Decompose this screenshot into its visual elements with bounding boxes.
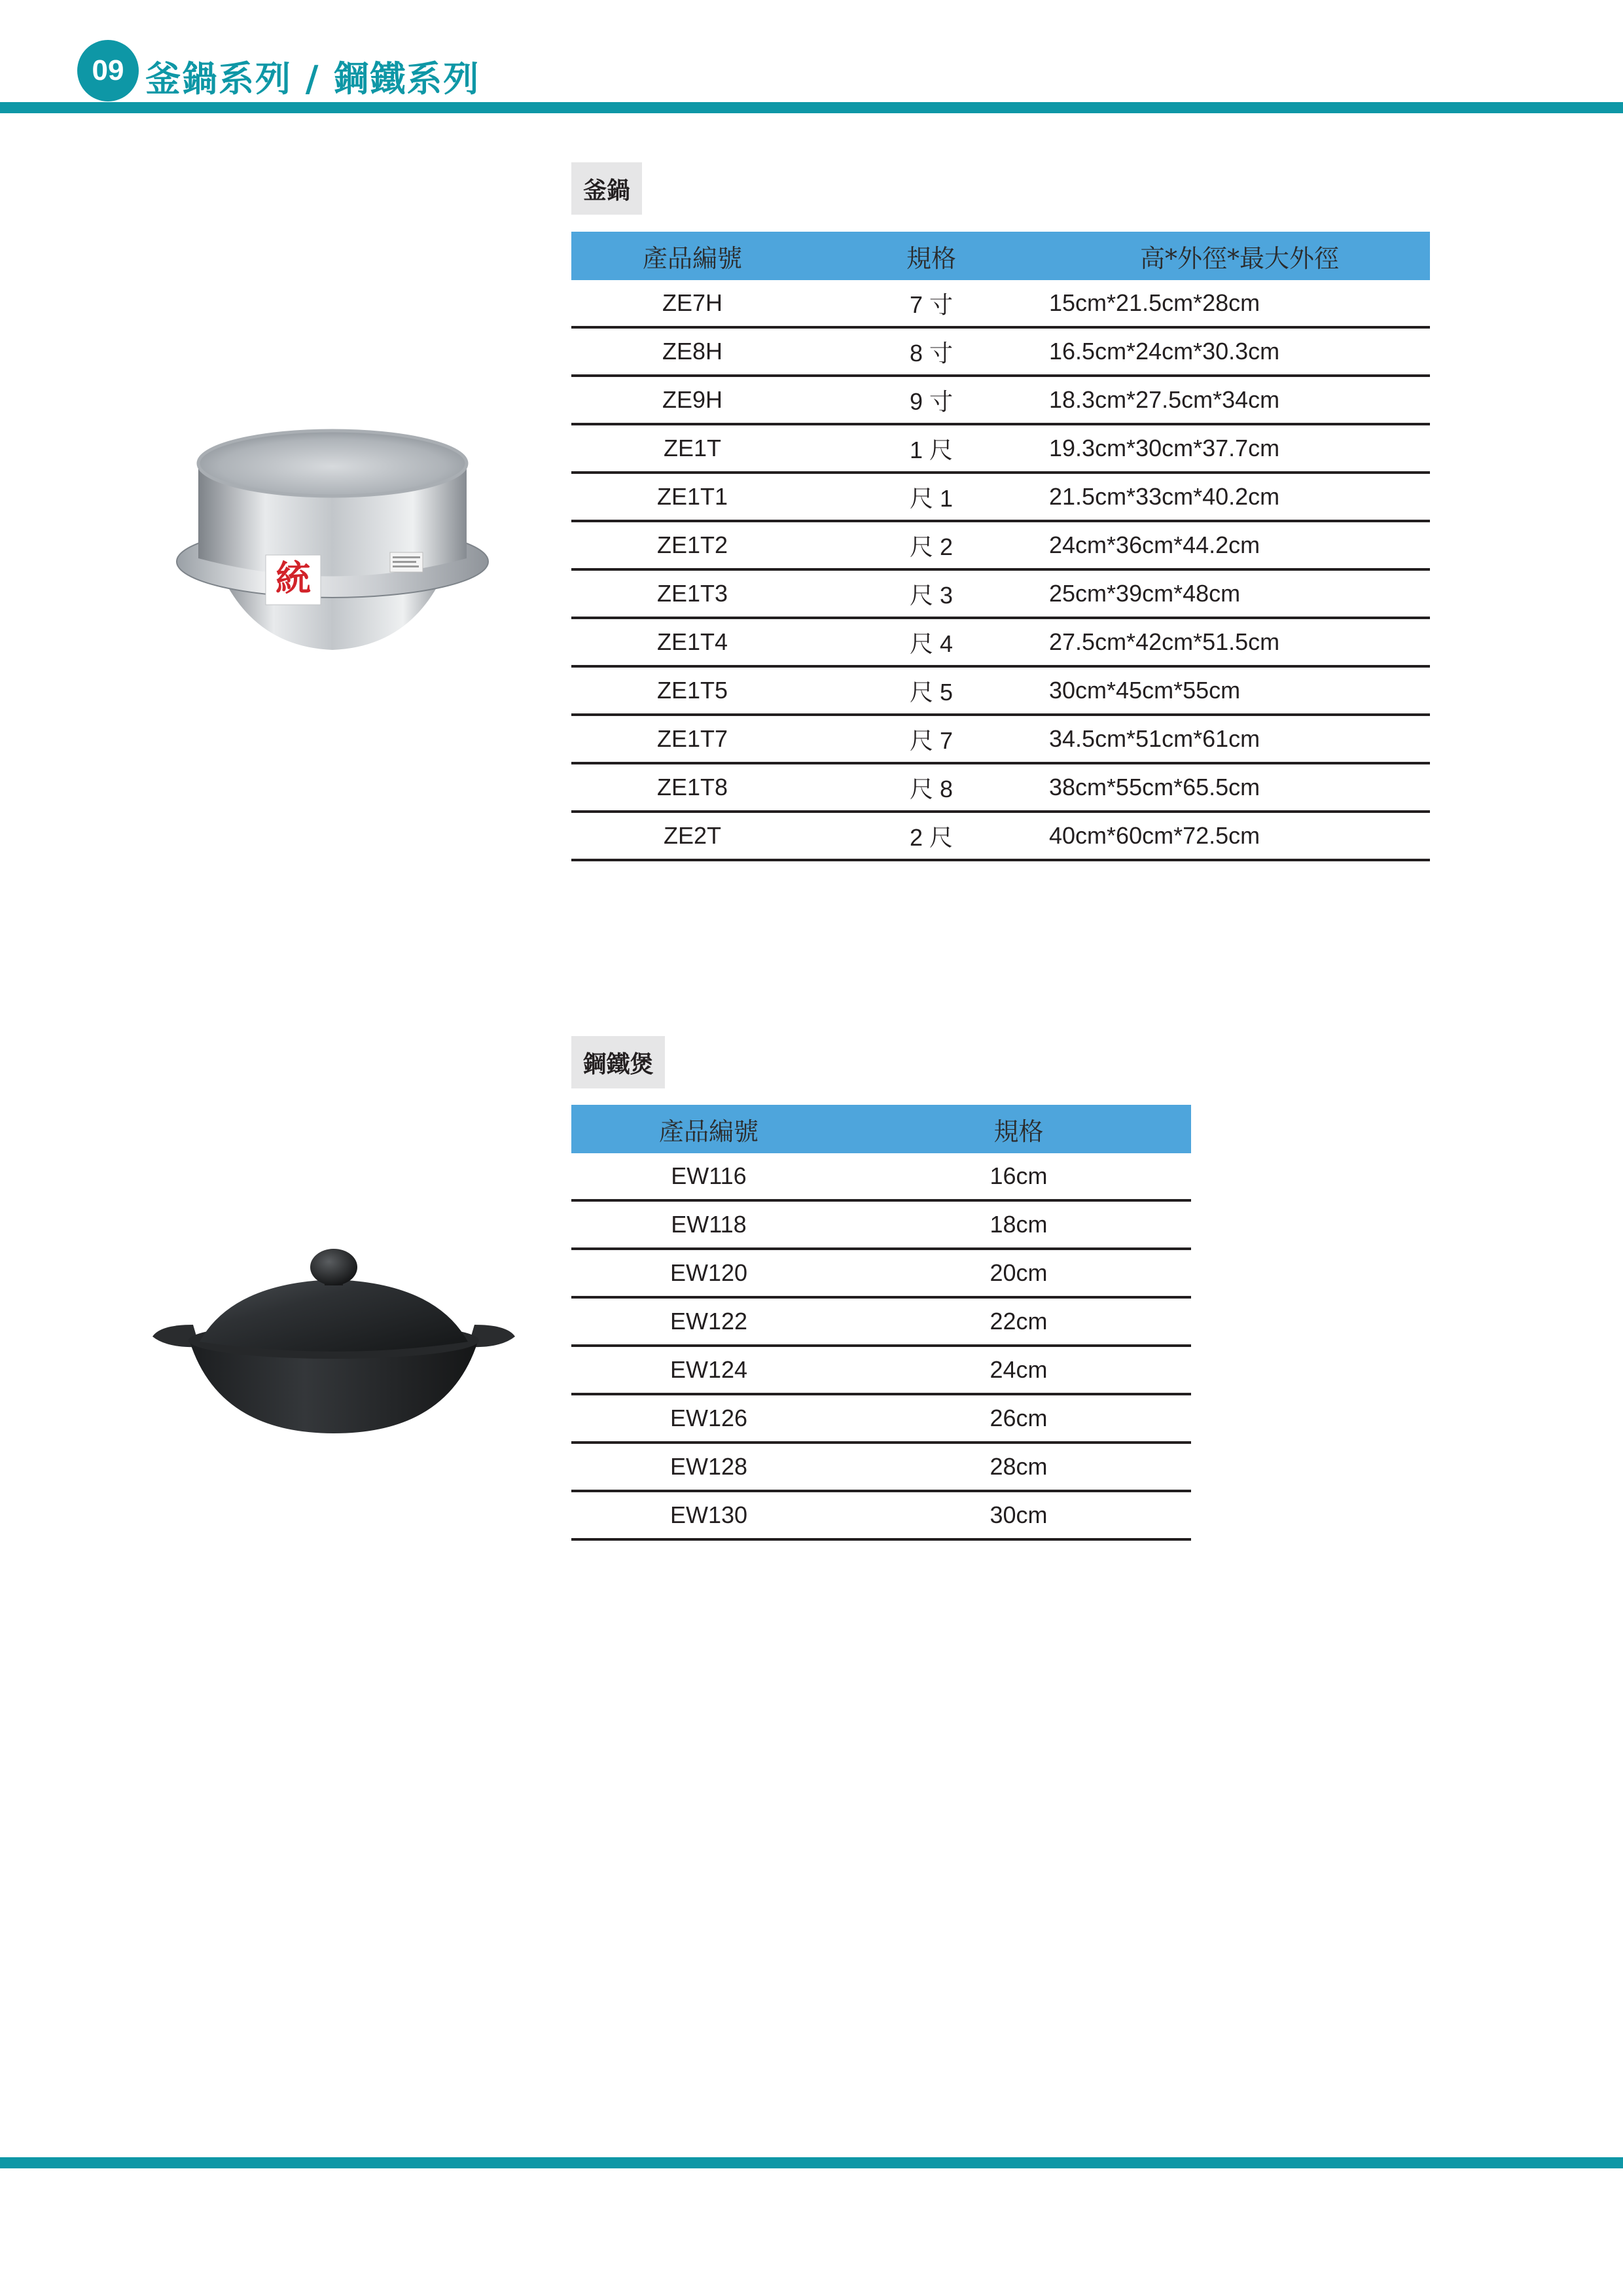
page-number: 09	[92, 54, 124, 86]
product-code: EW122	[571, 1297, 846, 1346]
product-code: EW130	[571, 1491, 846, 1539]
dimensions: 19.3cm*30cm*37.7cm	[1049, 424, 1430, 473]
size: 28cm	[846, 1443, 1191, 1491]
section-label-kamado-pot: 釜鍋	[571, 162, 642, 215]
dimensions: 34.5cm*51cm*61cm	[1049, 715, 1430, 763]
table-row	[571, 1200, 1191, 1249]
product-code: EW120	[571, 1249, 846, 1297]
column-header-size: 規格	[813, 232, 1049, 280]
table-row	[571, 763, 1430, 812]
size: 尺 4	[813, 618, 1049, 666]
brand-label-icon	[266, 555, 321, 605]
size: 尺 8	[813, 763, 1049, 812]
size: 16cm	[846, 1153, 1191, 1200]
size: 尺 1	[813, 473, 1049, 521]
product-code: EW118	[571, 1200, 846, 1249]
table-row	[571, 715, 1430, 763]
table-row	[571, 521, 1430, 569]
product-code: ZE1T2	[571, 521, 813, 569]
page-title: 釜鍋系列 / 鋼鐵系列	[145, 58, 480, 99]
size: 22cm	[846, 1297, 1191, 1346]
size: 尺 5	[813, 666, 1049, 715]
column-header-dimensions: 高*外徑*最大外徑	[1049, 232, 1430, 280]
dimensions: 15cm*21.5cm*28cm	[1049, 280, 1430, 327]
table-row	[571, 666, 1430, 715]
table-row	[571, 376, 1430, 424]
table-row	[571, 569, 1430, 618]
product-code: EW116	[571, 1153, 846, 1200]
top-divider	[0, 102, 1623, 113]
dimensions: 18.3cm*27.5cm*34cm	[1049, 376, 1430, 424]
size: 2 尺	[813, 812, 1049, 860]
size: 8 寸	[813, 327, 1049, 376]
product-code: ZE2T	[571, 812, 813, 860]
size: 26cm	[846, 1394, 1191, 1443]
steel-pot-spec-table	[571, 1105, 1191, 1541]
size: 30cm	[846, 1491, 1191, 1539]
dimensions: 27.5cm*42cm*51.5cm	[1049, 618, 1430, 666]
bottom-divider	[0, 2157, 1623, 2168]
svg-text:統: 統	[276, 557, 311, 599]
steel-pot-image	[147, 1244, 520, 1440]
table-row	[571, 1443, 1191, 1491]
dimensions: 24cm*36cm*44.2cm	[1049, 521, 1430, 569]
table-row	[571, 327, 1430, 376]
column-header-product-code: 產品編號	[571, 232, 813, 280]
section-label-steel-pot: 鋼鐵煲	[571, 1036, 665, 1088]
size: 18cm	[846, 1200, 1191, 1249]
size: 20cm	[846, 1249, 1191, 1297]
dimensions: 40cm*60cm*72.5cm	[1049, 812, 1430, 860]
product-code: ZE1T8	[571, 763, 813, 812]
size: 24cm	[846, 1346, 1191, 1394]
table-row	[571, 473, 1430, 521]
kamado-pot-spec-table	[571, 232, 1430, 861]
table-row	[571, 1249, 1191, 1297]
size: 1 尺	[813, 424, 1049, 473]
table-row	[571, 1491, 1191, 1539]
table-row	[571, 424, 1430, 473]
table-row	[571, 1297, 1191, 1346]
table-row	[571, 812, 1430, 860]
kamado-pot-image	[169, 424, 496, 660]
table-header-row	[571, 232, 1430, 280]
product-code: ZE1T1	[571, 473, 813, 521]
product-code: ZE9H	[571, 376, 813, 424]
page-number-badge	[77, 40, 139, 101]
size: 9 寸	[813, 376, 1049, 424]
product-code: ZE7H	[571, 280, 813, 327]
table-row	[571, 1153, 1191, 1200]
table-row	[571, 618, 1430, 666]
lid-knob-icon	[310, 1249, 357, 1285]
product-code: ZE8H	[571, 327, 813, 376]
dimensions: 30cm*45cm*55cm	[1049, 666, 1430, 715]
product-code: ZE1T4	[571, 618, 813, 666]
dimensions: 38cm*55cm*65.5cm	[1049, 763, 1430, 812]
dimensions: 21.5cm*33cm*40.2cm	[1049, 473, 1430, 521]
table-row	[571, 1394, 1191, 1443]
column-header-product-code: 產品編號	[571, 1105, 846, 1153]
product-code: EW128	[571, 1443, 846, 1491]
dimensions: 16.5cm*24cm*30.3cm	[1049, 327, 1430, 376]
column-header-size: 規格	[846, 1105, 1191, 1153]
size: 尺 2	[813, 521, 1049, 569]
table-row	[571, 1346, 1191, 1394]
product-code: ZE1T7	[571, 715, 813, 763]
size: 尺 3	[813, 569, 1049, 618]
table-row	[571, 280, 1430, 327]
table-header-row	[571, 1105, 1191, 1153]
product-code: EW126	[571, 1394, 846, 1443]
product-code: ZE1T3	[571, 569, 813, 618]
product-code: EW124	[571, 1346, 846, 1394]
product-code: ZE1T	[571, 424, 813, 473]
product-code: ZE1T5	[571, 666, 813, 715]
size: 尺 7	[813, 715, 1049, 763]
size: 7 寸	[813, 280, 1049, 327]
dimensions: 25cm*39cm*48cm	[1049, 569, 1430, 618]
